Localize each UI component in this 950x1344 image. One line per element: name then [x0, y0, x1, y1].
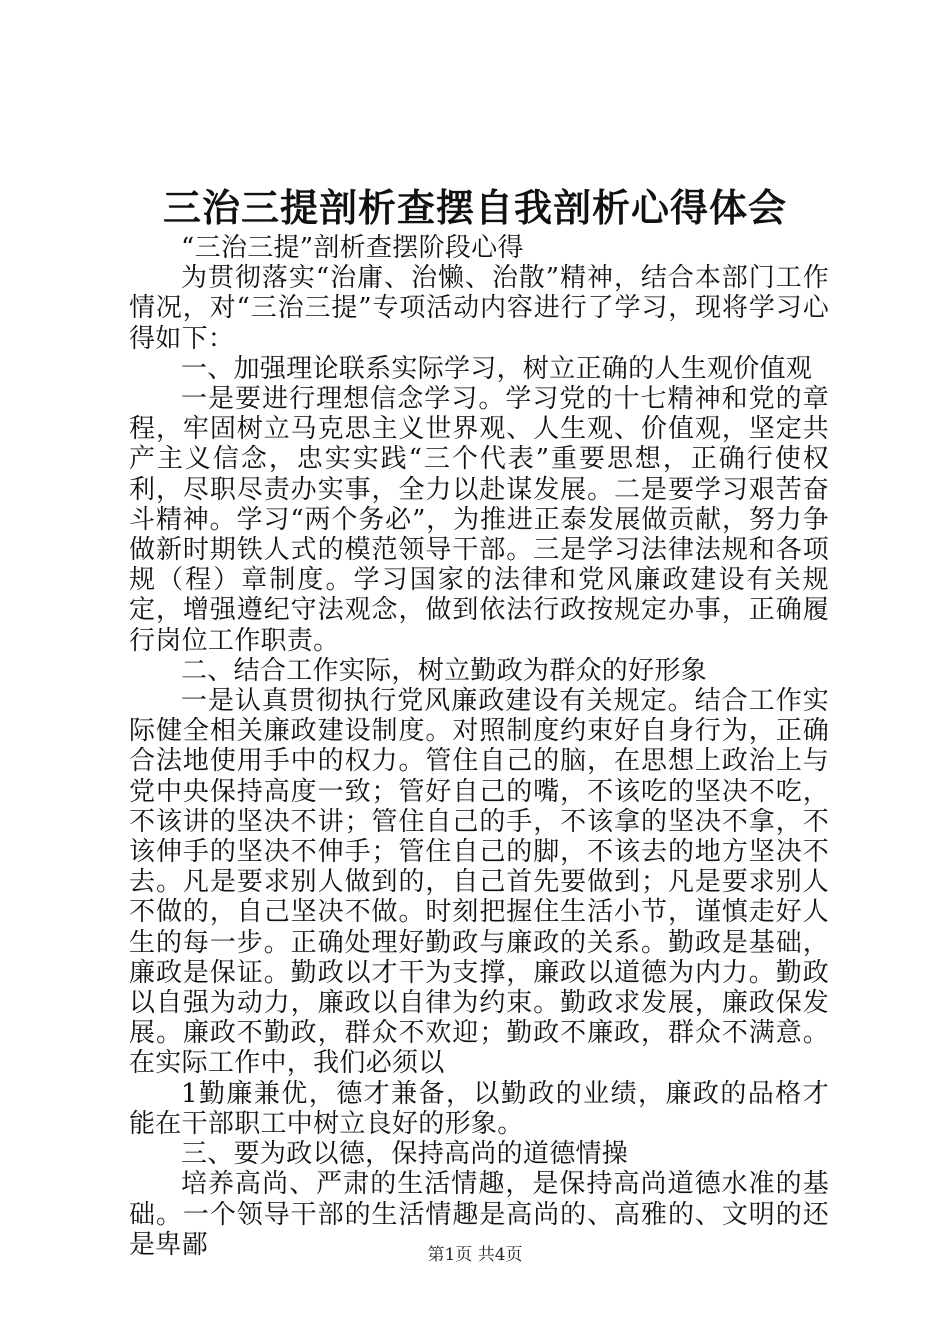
- document-title: 三治三提剖析查摆自我剖析心得体会: [162, 185, 787, 230]
- section-heading: “三治三提”剖析查摆阶段心得: [181, 233, 524, 263]
- body-paragraph: 1勤廉兼优，德才兼备，以勤政的业绩，廉政的品格才能在干部职工中树立良好的形象。: [129, 1078, 829, 1139]
- body-paragraph: 培养高尚、严肃的生活情趣，是保持高尚道德水准的基础。一个领导干部的生活情趣是高尚的、高雅的、文明的还是卑鄙: [129, 1169, 829, 1260]
- section-heading: 一、加强理论联系实际学习，树立正确的人生观价值观: [181, 353, 813, 384]
- page-footer: 第1页 共4页: [427, 1245, 523, 1265]
- body-paragraph: 一是认真贯彻执行党风廉政建设有关规定。结合工作实际健全相关廉政建设制度。对照制度约束好自身行为，正确合法地使用手中的权力。管住自己的脑，在思想上政治上与党中央保持高度一致；管好自己的嘴，不该吃的坚决不吃，不该讲的坚决不讲；管住自己的手，不该拿的坚决不拿，不该伸手的坚决不伸手；管住自己的脚，不该去的地方坚决不去。凡是要求别人做到的，自己首先要做到；凡是要求别人不做的，自己坚决不做。时刻把握住生活小节，谨慎走好人生的每一步。正确处理好勤政与廉政的关系。勤政是基础，廉政是保证。勤政以才干为支撑，廉政以道德为内力。勤政以自强为动力，廉政以自律为约束。勤政求发展，廉政保发展。廉政不勤政，群众不欢迎；勤政不廉政，群众不满意。在实际工作中，我们必须以: [129, 686, 829, 1079]
- section-heading: 二、结合工作实际，树立勤政为群众的好形象: [181, 655, 708, 686]
- body-paragraph: 为贯彻落实“治庸、治懒、治散”精神，结合本部门工作情况，对“三治三提”专项活动内容进行了学习，现将学习心得如下：: [129, 263, 829, 354]
- body-paragraph: 一是要进行理想信念学习。学习党的十七精神和党的章程，牢固树立马克思主义世界观、人生观、价值观，坚定共产主义信念，忠实实践“三个代表”重要思想，正确行使权利，尽职尽责办实事，全力以赴谋发展。二是要学习艰苦奋斗精神。学习“两个务必”，为推进正泰发展做贡献，努力争做新时期铁人式的模范领导干部。三是学习法律法规和各项规（程）章制度。学习国家的法律和党风廉政建设有关规定，增强遵纪守法观念，做到依法行政按规定办事，正确履行岗位工作职责。: [129, 384, 829, 656]
- section-heading: 三、要为政以德，保持高尚的道德情操: [181, 1139, 629, 1170]
- document-body: [129, 233, 829, 1260]
